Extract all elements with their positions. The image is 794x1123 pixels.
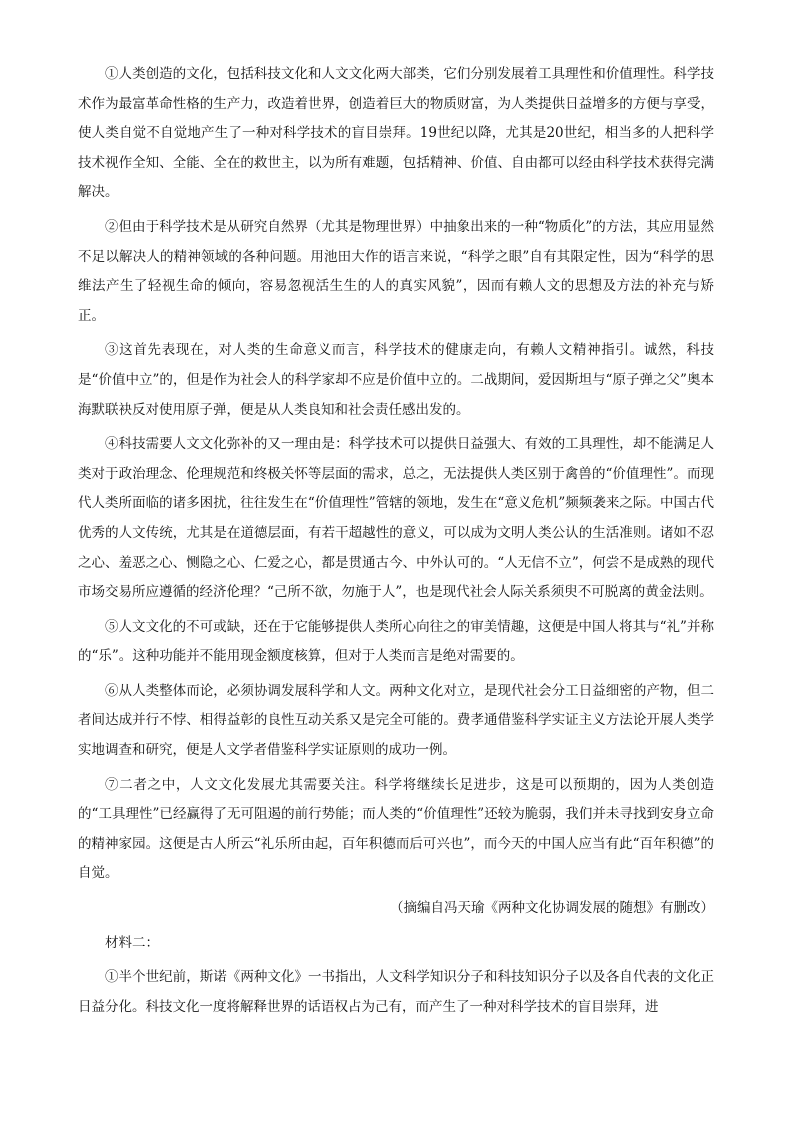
paragraph-5: ⑤人文文化的不可或缺，还在于它能够提供人类所心向往之的审美情趣，这便是中国人将其与“礼”并称的“乐”。这种功能并不能用现金额度核算，但对于人类而言是绝对需要的。 [78,618,714,665]
paragraph-3: ③这首先表现在，对人类的生命意义而言，科学技术的健康走向，有赖人文精神指引。诚然，科技是“价值中立”的，但是作为社会人的科学家却不应是价值中立的。二战期间，爱因斯坦与“原子弹之父”奥本海默联袂反对使用原子弹，便是从人类良知和社会责任感出发的。 [78,342,714,418]
paragraph-7: ⑦二者之中，人文文化发展尤其需要关注。科学将继续长足进步，这是可以预期的，因为人类创造的“工具理性”已经赢得了无可阻遏的前行势能；而人类的“价值理性”还较为脆弱，我们并未寻找到安身立命的精神家园。这便是古人所云“礼乐所由起，百年积德而后可兴也”，而今天的中国人应当有此“百年积德”的自觉。 [78,776,714,882]
paragraph-4: ④科技需要人文文化弥补的又一理由是：科学技术可以提供日益强大、有效的工具理性，却不能满足人类对于政治理念、伦理规范和终极关怀等层面的需求，总之，无法提供人类区别于禽兽的“价值理性”。而现代人类所面临的诸多困扰，往往发生在“价值理性”管辖的领地，发生在“意义危机”频频袭来之际。中国古代优秀的人文传统，尤其是在道德层面，有若干超越性的意义，可以成为文明人类公认的生活准则。诸如不忍之心、羞恶之心、恻隐之心、仁爱之心，都是贯通古今、中外认可的。“人无信不立”，何尝不是成熟的现代市场交易所应遵循的经济伦理？“己所不欲，勿施于人”，也是现代社会人际关系须臾不可脱离的黄金法则。 [78,436,714,601]
paragraph-6: ⑥从人类整体而论，必须协调发展科学和人文。两种文化对立，是现代社会分工日益细密的产物，但二者间达成并行不悖、相得益彰的良性互动关系又是完全可能的。费孝通借鉴科学实证主义方法论开展人类学实地调查和研究，便是人文学者借鉴科学实证原则的成功一例。 [78,682,714,759]
paragraph-2: ②但由于科学技术是从研究自然界（尤其是物理世界）中抽象出来的一种“物质化”的方法，其应用显然不足以解决人的精神领域的各种问题。用池田大作的语言来说，“科学之眼”自有其限定性，因为“科学的思维法产生了轻视生命的倾向，容易忽视活生生的人的真实风貌”，因而有赖人文的思想及方法的补充与矫正。 [78,218,714,324]
material-two-paragraph-1: ①半个世纪前，斯诺《两种文化》一书指出，人文科学知识分子和科技知识分子以及各自代表的文化正日益分化。科技文化一度将解释世界的话语权占为己有，而产生了一种对科学技术的盲目崇拜，进 [78,969,714,1015]
document-page [78,60,714,1027]
source-citation: （摘编自冯天瑜《两种文化协调发展的随想》有删改） [390,900,714,917]
paragraph-1: ①人类创造的文化，包括科技文化和人文文化两大部类，它们分别发展着工具理性和价值理性。科学技术作为最富革命性格的生产力，改造着世界，创造着巨大的物质财富，为人类提供日益增多的方便与享受，使人类自觉不自觉地产生了一种对科学技术的盲目崇拜。19世纪以降，尤其是20世纪，相当多的人把科学技术视作全知、全能、全在的救世主，以为所有难题，包括精神、价值、自由都可以经由科学技术获得完满解决。 [78,66,714,201]
material-two-label: 材料二： [105,934,159,951]
